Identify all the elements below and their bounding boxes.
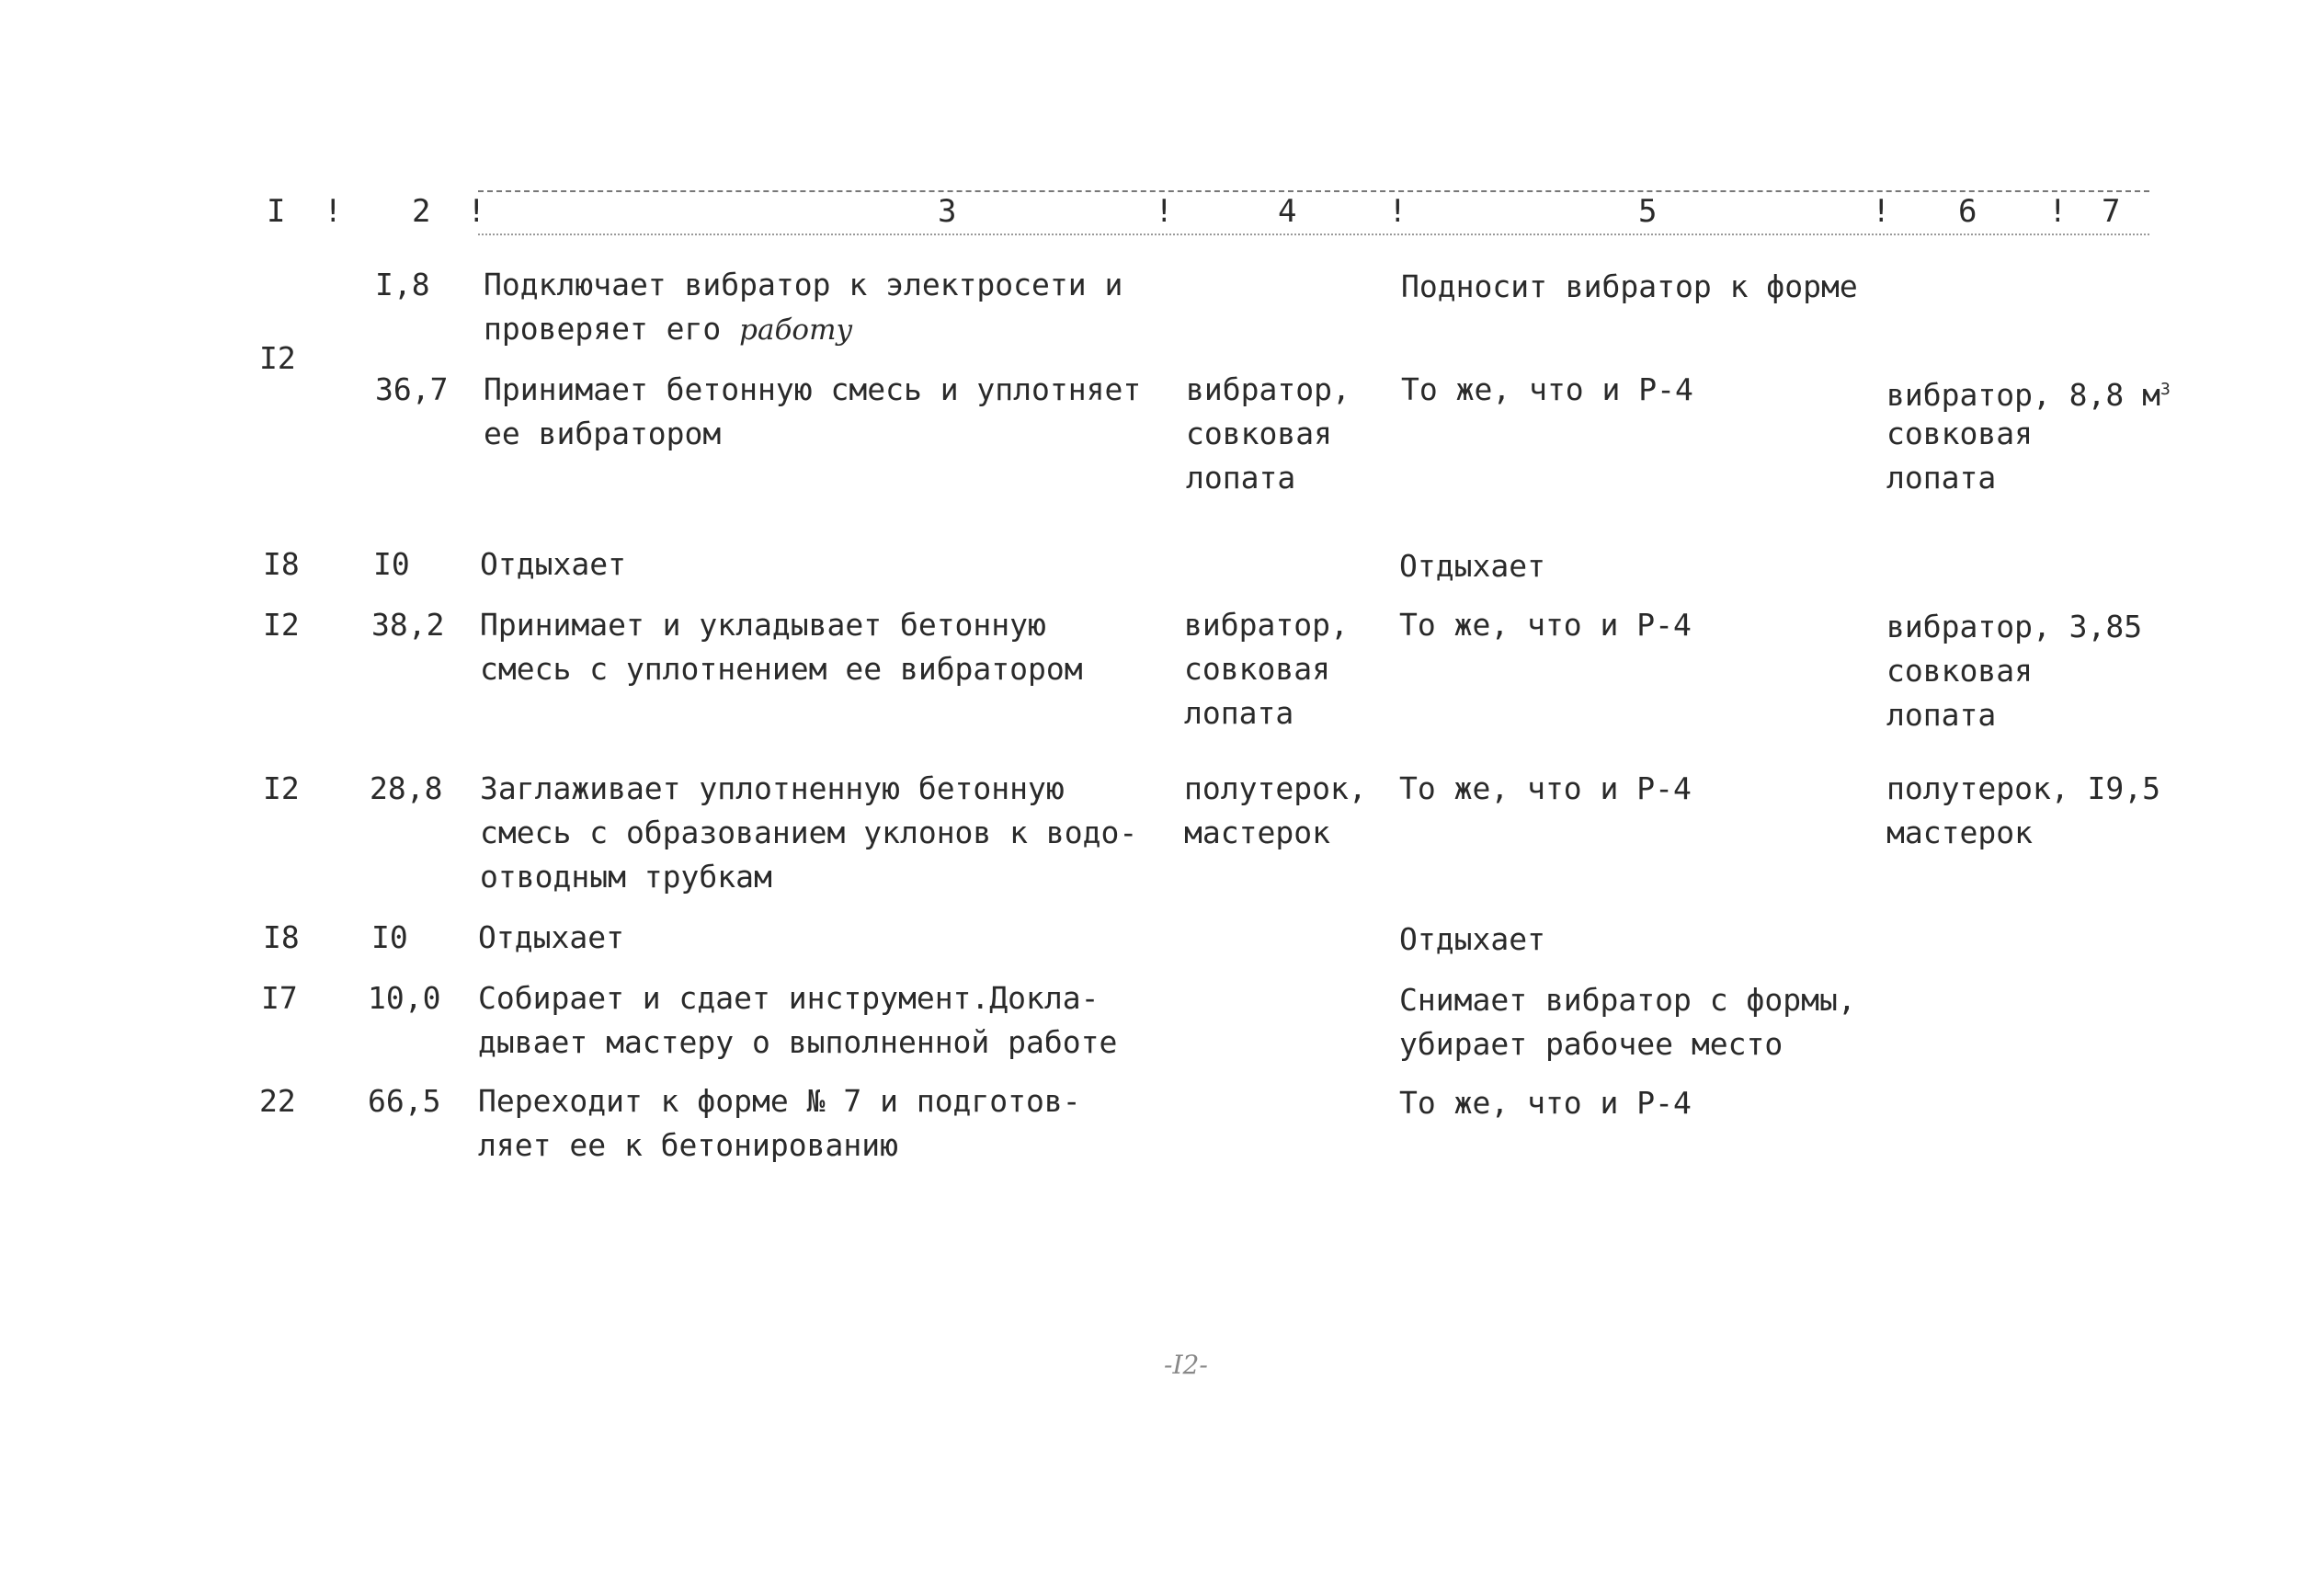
header-separator: !	[1155, 193, 1174, 230]
row-second-worker: То же, что и Р-4	[1399, 770, 1692, 806]
row-tools-volume-text: вибратор, 8,8 м	[1886, 377, 2161, 413]
header-col-7: 7	[2102, 193, 2121, 230]
header-separator: !	[324, 193, 343, 230]
row-tools: совковая	[1186, 416, 1332, 451]
row-operation: Принимает и укладывает бетонную	[480, 607, 1046, 643]
row-tools-volume: лопата	[1886, 697, 1997, 733]
page-number: -I2-	[1164, 1350, 1208, 1380]
header-separator: !	[467, 193, 486, 230]
row-operation: Заглаживает уплотненную бетонную	[480, 770, 1065, 806]
row-operation: Отдыхает	[478, 919, 624, 955]
row-second-worker: То же, что и Р-4	[1399, 607, 1692, 643]
row-tools-volume: совковая	[1886, 653, 2033, 689]
row-operation: отводным трубкам	[480, 859, 772, 895]
row-number: I7	[261, 980, 298, 1016]
unit-superscript: 3	[2160, 380, 2171, 399]
row-duration: 10,0	[368, 980, 441, 1016]
row-tools: вибратор,	[1186, 371, 1350, 407]
row-tools: мастерок	[1184, 815, 1330, 850]
row-tools-volume: полутерок, I9,5	[1886, 770, 2161, 806]
header-separator: !	[1872, 193, 1891, 230]
row-tools: полутерок,	[1184, 770, 1367, 806]
header-separator: !	[2048, 193, 2068, 230]
row-operation: Собирает и сдает инструмент.Докла-	[478, 980, 1100, 1016]
row-operation: ляет ее к бетонированию	[478, 1127, 898, 1163]
row-duration: 28,8	[370, 770, 443, 806]
row-second-worker: То же, что и Р-4	[1401, 371, 1693, 407]
row-number: I8	[263, 919, 300, 955]
row-tools: вибратор,	[1184, 607, 1349, 643]
row-second-worker: убирает рабочее место	[1399, 1026, 1783, 1062]
handwritten-correction: работу	[739, 314, 853, 347]
row-operation: Отдыхает	[480, 546, 626, 582]
row-duration: I0	[371, 919, 408, 955]
row-tools-volume: лопата	[1886, 460, 1997, 496]
row-operation: Принимает бетонную смесь и уплотняет	[484, 371, 1142, 407]
row-duration: 66,5	[368, 1083, 441, 1119]
header-col-4: 4	[1278, 193, 1297, 230]
row-duration: I0	[373, 546, 410, 582]
row-operation: дывает мастеру о выполненной работе	[478, 1024, 1118, 1060]
header-rule-top	[478, 190, 2149, 192]
row-operation: ее вибратором	[484, 416, 722, 451]
row-tools: лопата	[1184, 695, 1294, 731]
row-tools: совковая	[1184, 651, 1330, 687]
row-tools: лопата	[1186, 460, 1296, 496]
row-tools-volume: вибратор, 3,85	[1886, 609, 2143, 644]
row-operation: смесь с уплотнением ее вибратором	[480, 651, 1083, 687]
row-number: I2	[263, 770, 300, 806]
header-col-3: 3	[938, 193, 957, 230]
row-number: 22	[259, 1083, 296, 1119]
header-col-5: 5	[1638, 193, 1658, 230]
row-operation: смесь с образованием уклонов к водо-	[480, 815, 1138, 850]
row-number: I8	[263, 546, 300, 582]
header-rule-bottom	[478, 234, 2149, 235]
row-second-worker: Отдыхает	[1399, 921, 1545, 957]
row-second-worker: Отдыхает	[1399, 548, 1545, 584]
row-second-worker: Снимает вибратор с формы,	[1399, 982, 1856, 1018]
header-col-1: I	[267, 193, 286, 230]
row-operation: Подключает вибратор к электросети и	[484, 267, 1123, 302]
header-col-2: 2	[412, 193, 431, 230]
row-tools-volume: совковая	[1886, 416, 2033, 451]
row-number: I2	[259, 340, 296, 376]
row-operation	[484, 307, 852, 352]
row-tools-volume	[1886, 368, 2171, 417]
header-col-6: 6	[1958, 193, 1977, 230]
row-tools-volume: мастерок	[1886, 815, 2033, 850]
row-number: I2	[263, 607, 300, 643]
row-operation: Переходит к форме № 7 и подготов-	[478, 1083, 1081, 1119]
header-separator: !	[1388, 193, 1407, 230]
row-operation-text: проверяет его	[484, 311, 740, 347]
row-second-worker: Подносит вибратор к форме	[1401, 268, 1858, 304]
row-second-worker: То же, что и Р-4	[1399, 1085, 1692, 1121]
row-duration: 38,2	[371, 607, 445, 643]
row-duration: 36,7	[375, 371, 449, 407]
row-duration: I,8	[375, 267, 430, 302]
